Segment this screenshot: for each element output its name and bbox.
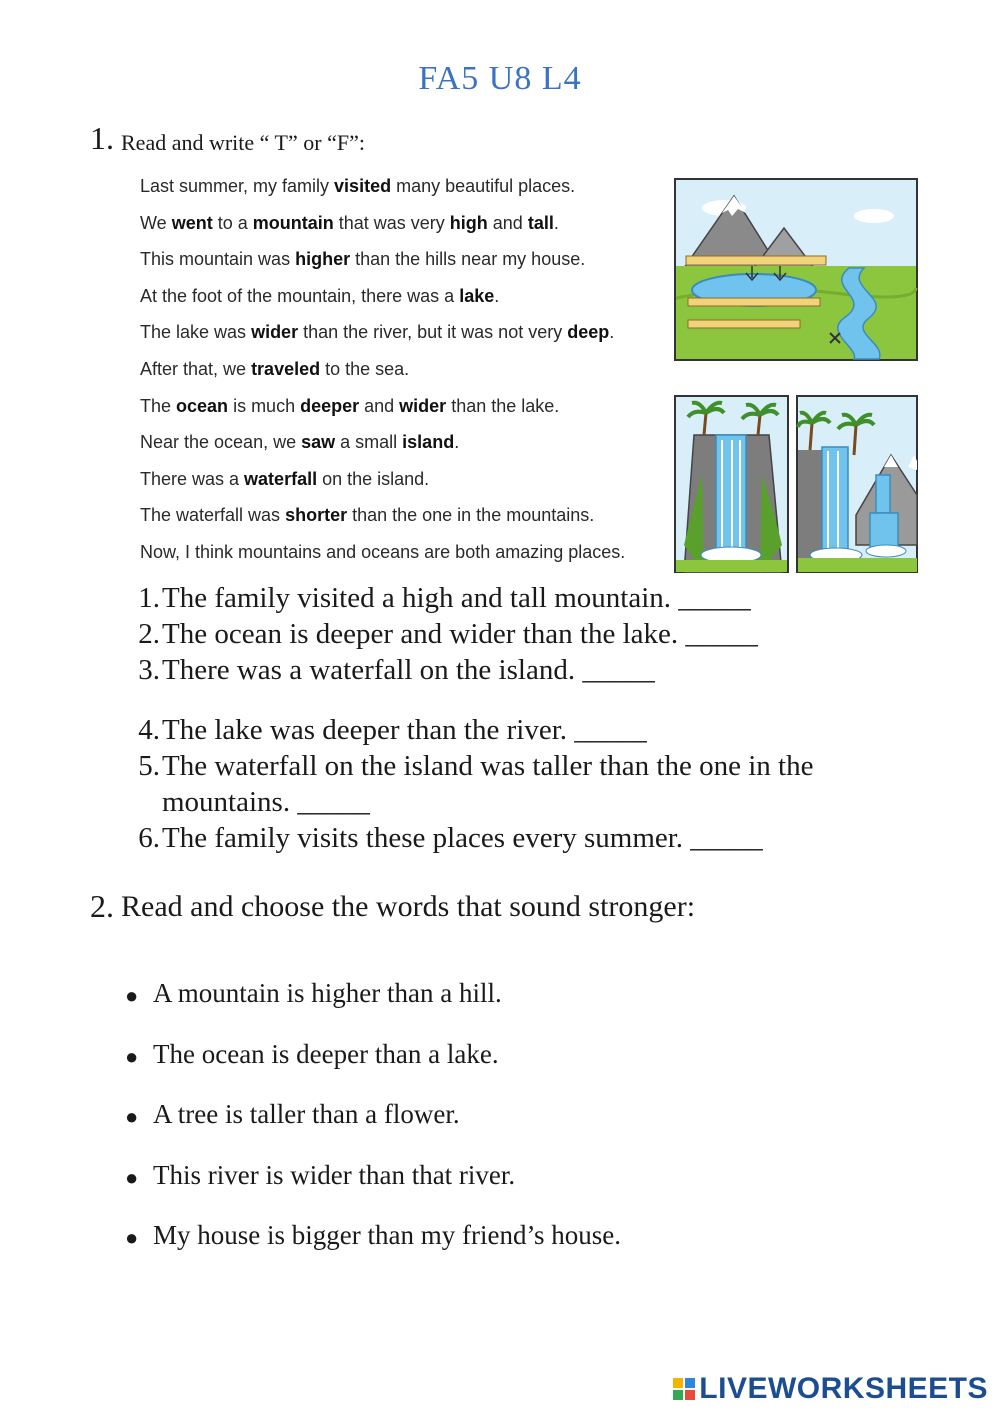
question-text[interactable]: The waterfall on the island was taller than the one in the mountains. _____ <box>162 750 814 818</box>
bullet-text: My house is bigger than my friend’s house. <box>153 1220 621 1250</box>
bold-word: deeper <box>300 395 360 416</box>
story-line <box>140 172 665 209</box>
story-text: than the lake. <box>446 395 560 416</box>
story-text: . <box>609 322 615 343</box>
question-item <box>130 652 912 688</box>
story-text: At the foot of the mountain, there was a <box>140 285 460 306</box>
bold-word: mountain <box>252 212 334 233</box>
bullet-item[interactable] <box>125 1220 621 1281</box>
story-text: This mountain was <box>140 249 296 270</box>
question-text[interactable]: The family visits these places every summer. _____ <box>162 822 763 854</box>
bullet-item[interactable] <box>125 1099 621 1160</box>
bold-word: went <box>171 212 213 233</box>
question-text[interactable]: The lake was deeper than the river. _____ <box>162 714 647 746</box>
bold-word: deep <box>567 322 610 343</box>
story-text: . <box>454 432 460 453</box>
short-waterfall-picture <box>796 395 918 573</box>
story-text: . <box>494 285 500 306</box>
question-text[interactable]: The family visited a high and tall mountain. _____ <box>162 582 751 614</box>
true-false-questions <box>130 580 912 856</box>
bold-word: wider <box>399 395 447 416</box>
story-text: than the hills near my house. <box>350 249 586 270</box>
question-item <box>130 712 912 748</box>
story-text: The lake was <box>140 322 252 343</box>
sentence-list <box>125 978 621 1281</box>
story-text: The <box>140 395 177 416</box>
bullet-item[interactable] <box>125 1039 621 1100</box>
question-number: 1. <box>138 582 160 614</box>
bullet-text: A mountain is higher than a hill. <box>153 978 502 1008</box>
bold-word: wider <box>251 322 299 343</box>
logo-icon <box>673 1378 695 1400</box>
story-text: many beautiful places. <box>391 176 576 196</box>
story-text: Near the ocean, we <box>140 432 302 453</box>
tall-waterfall-picture <box>674 395 789 573</box>
story-line <box>140 355 665 392</box>
story-text: Last summer, my family <box>140 176 335 196</box>
bullet-dot-icon: ● <box>125 1104 139 1129</box>
story-text: to the sea. <box>320 358 410 379</box>
bold-word: visited <box>334 176 392 196</box>
question-item <box>130 580 912 616</box>
story-line <box>140 501 665 538</box>
bullet-dot-icon: ● <box>125 1225 139 1250</box>
bullet-item[interactable] <box>125 978 621 1039</box>
story-text: to a <box>212 212 253 233</box>
question-number: 3. <box>138 654 160 686</box>
story-line <box>140 209 665 246</box>
section-1-instruction: Read and write “ T” or “F”: <box>121 130 365 155</box>
section-2-number: 2. <box>90 888 114 924</box>
question-item <box>130 748 912 820</box>
story-line <box>140 465 665 502</box>
logo-text: LIVEWORKSHEETS <box>699 1372 988 1405</box>
story-text: and <box>487 212 528 233</box>
story-line <box>140 282 665 319</box>
bullet-dot-icon: ● <box>125 983 139 1008</box>
bold-word: higher <box>295 249 351 270</box>
bold-word: island <box>402 432 455 453</box>
question-text[interactable]: There was a waterfall on the island. _____ <box>162 654 655 686</box>
story-text: . <box>553 212 559 233</box>
section-1-number: 1. <box>90 120 114 156</box>
liveworksheets-logo[interactable] <box>673 1372 988 1406</box>
bold-word: high <box>449 212 488 233</box>
story-text: that was very <box>333 212 450 233</box>
bullet-dot-icon: ● <box>125 1043 139 1069</box>
story-text: After that, we <box>140 358 252 379</box>
section-2-instruction: Read and choose the words that sound stronger: <box>121 890 696 923</box>
story-text: a small <box>335 432 403 453</box>
mountain-lake-river-picture <box>674 178 918 361</box>
question-item <box>130 616 912 652</box>
bullet-item[interactable] <box>125 1160 621 1221</box>
reading-passage <box>140 172 665 575</box>
story-text: The waterfall was <box>140 505 286 526</box>
story-text: Now, I think mountains and oceans are both amazing places. <box>140 541 626 562</box>
question-number: 2. <box>138 618 160 650</box>
bold-word: waterfall <box>244 468 318 489</box>
question-number: 5. <box>138 750 160 782</box>
bold-word: lake <box>459 285 495 306</box>
bold-word: traveled <box>251 358 321 379</box>
bullet-text: A tree is taller than a flower. <box>153 1099 460 1129</box>
bullet-dot-icon: ● <box>125 1164 139 1190</box>
story-text: We <box>140 212 172 233</box>
story-text: and <box>359 395 400 416</box>
bold-word: ocean <box>176 395 229 416</box>
question-item <box>130 820 912 856</box>
bullet-text: This river is wider than that river. <box>153 1159 516 1190</box>
page-title: FA5 U8 L4 <box>418 60 582 97</box>
question-number: 6. <box>138 822 160 854</box>
story-text: There was a <box>140 468 245 489</box>
bold-word: tall <box>527 212 554 233</box>
story-line <box>140 318 665 355</box>
story-text: than the river, but it was not very <box>298 322 568 343</box>
question-text[interactable]: The ocean is deeper and wider than the lake. _____ <box>162 618 758 650</box>
story-line <box>140 538 665 575</box>
story-text: on the island. <box>317 468 430 489</box>
story-text: is much <box>228 395 301 416</box>
question-number: 4. <box>138 714 160 746</box>
story-line <box>140 428 665 465</box>
story-line <box>140 392 665 429</box>
bold-word: shorter <box>285 505 348 526</box>
bullet-text: The ocean is deeper than a lake. <box>153 1038 499 1069</box>
story-line <box>140 245 665 282</box>
story-text: than the one in the mountains. <box>347 505 595 526</box>
bold-word: saw <box>301 432 336 453</box>
